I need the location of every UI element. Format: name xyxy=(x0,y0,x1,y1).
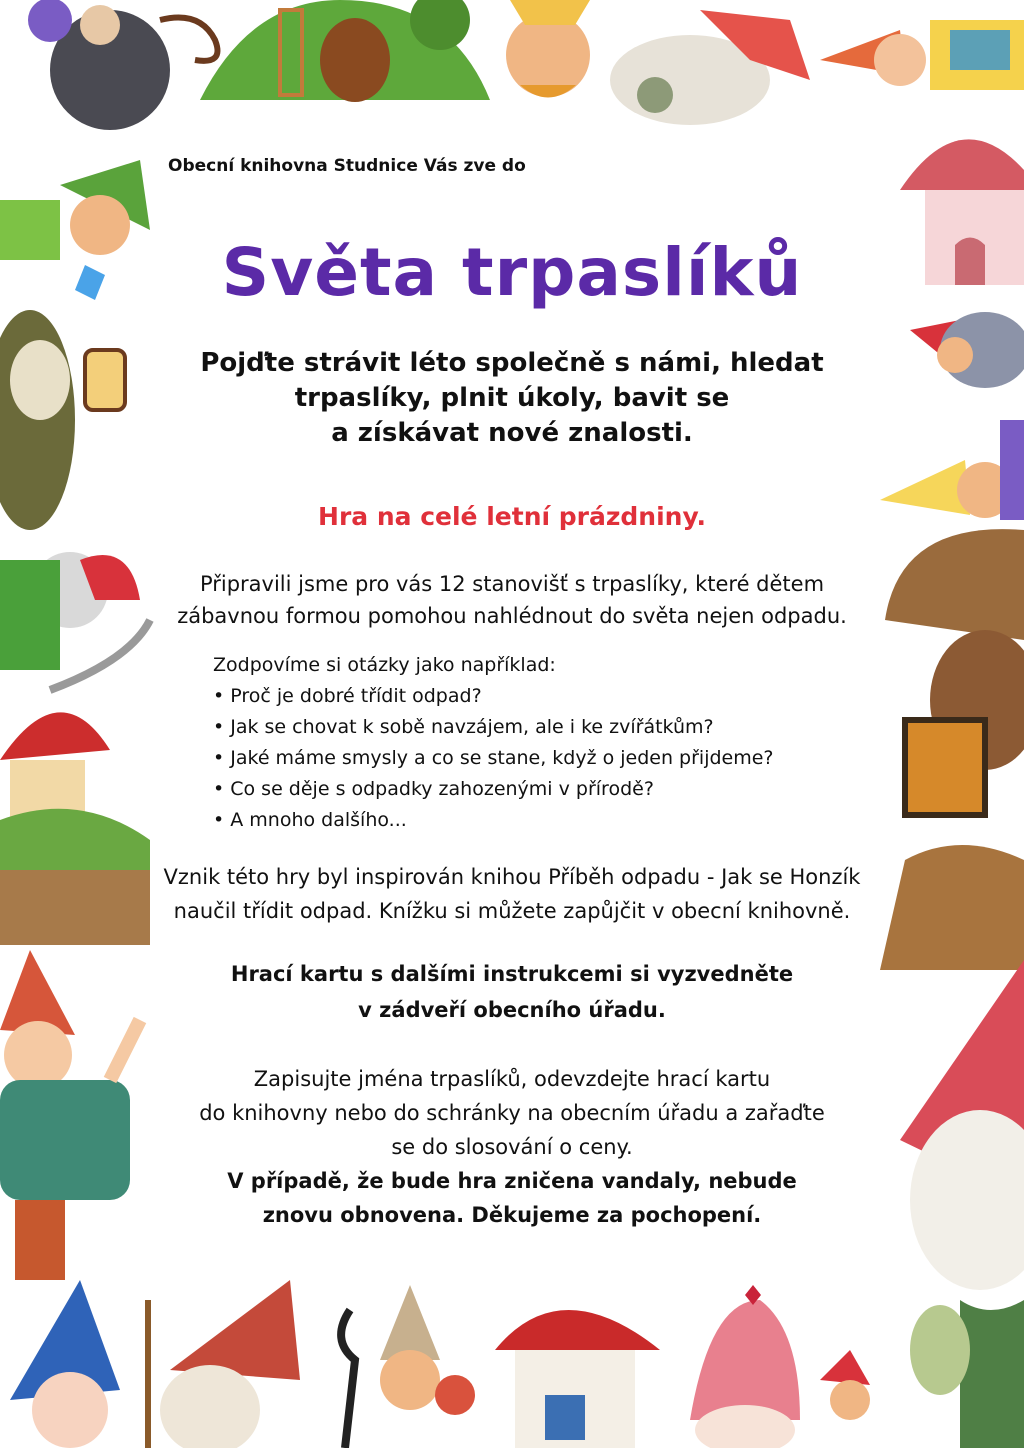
intro-line: a získávat nové znalosti. xyxy=(331,418,693,448)
warning-text xyxy=(150,1164,874,1232)
game-card-line: v zádveří obecního úřadu. xyxy=(358,998,666,1022)
game-card-text xyxy=(150,956,874,1028)
prepared-text xyxy=(150,568,874,632)
intro-line: Pojďte strávit léto společně s námi, hledat xyxy=(200,348,824,378)
list-item: • Jaké máme smysly a co se stane, když o jeden přijdeme? xyxy=(213,747,774,769)
names-text xyxy=(150,1062,874,1164)
intro-text xyxy=(150,346,874,451)
inspiration-line: Vznik této hry byl inspirován knihou Příběh odpadu - Jak se Honzík xyxy=(163,865,861,889)
prepared-line: Připravili jsme pro vás 12 stanovišť s trpaslíky, které dětem xyxy=(199,572,825,596)
game-card-line: Hrací kartu s dalšími instrukcemi si vyzvedněte xyxy=(230,962,794,986)
names-line: se do slosování o ceny. xyxy=(391,1135,633,1159)
warning-line: znovu obnovena. Děkujeme za pochopení. xyxy=(262,1203,762,1227)
list-item: • Proč je dobré třídit odpad? xyxy=(213,685,482,707)
prepared-line: zábavnou formou pomohou nahlédnout do světa nejen odpadu. xyxy=(177,604,847,628)
questions-intro: Zodpovíme si otázky jako například: xyxy=(213,654,556,676)
intro-line: trpaslíky, plnit úkoly, bavit se xyxy=(294,383,730,413)
inspiration-text xyxy=(150,860,874,928)
names-line: do knihovny nebo do schránky na obecním úřadu a zařaďte xyxy=(199,1101,825,1125)
inspiration-line: naučil třídit odpad. Knížku si můžete zapůjčit v obecní knihovně. xyxy=(173,899,851,923)
warning-line: V případě, že bude hra zničena vandaly, nebude xyxy=(227,1169,797,1193)
invite-line: Obecní knihovna Studnice Vás zve do xyxy=(168,156,526,176)
questions-list xyxy=(213,650,774,836)
list-item: • Co se děje s odpadky zahozenými v přírodě? xyxy=(213,778,654,800)
highlight-text: Hra na celé letní prázdniny. xyxy=(318,502,706,531)
list-item: • A mnoho dalšího... xyxy=(213,809,407,831)
names-line: Zapisujte jména trpaslíků, odevzdejte hrací kartu xyxy=(253,1067,771,1091)
list-item: • Jak se chovat k sobě navzájem, ale i ke zvířátkům? xyxy=(213,716,714,738)
page-title: Světa trpaslíků xyxy=(221,234,803,311)
